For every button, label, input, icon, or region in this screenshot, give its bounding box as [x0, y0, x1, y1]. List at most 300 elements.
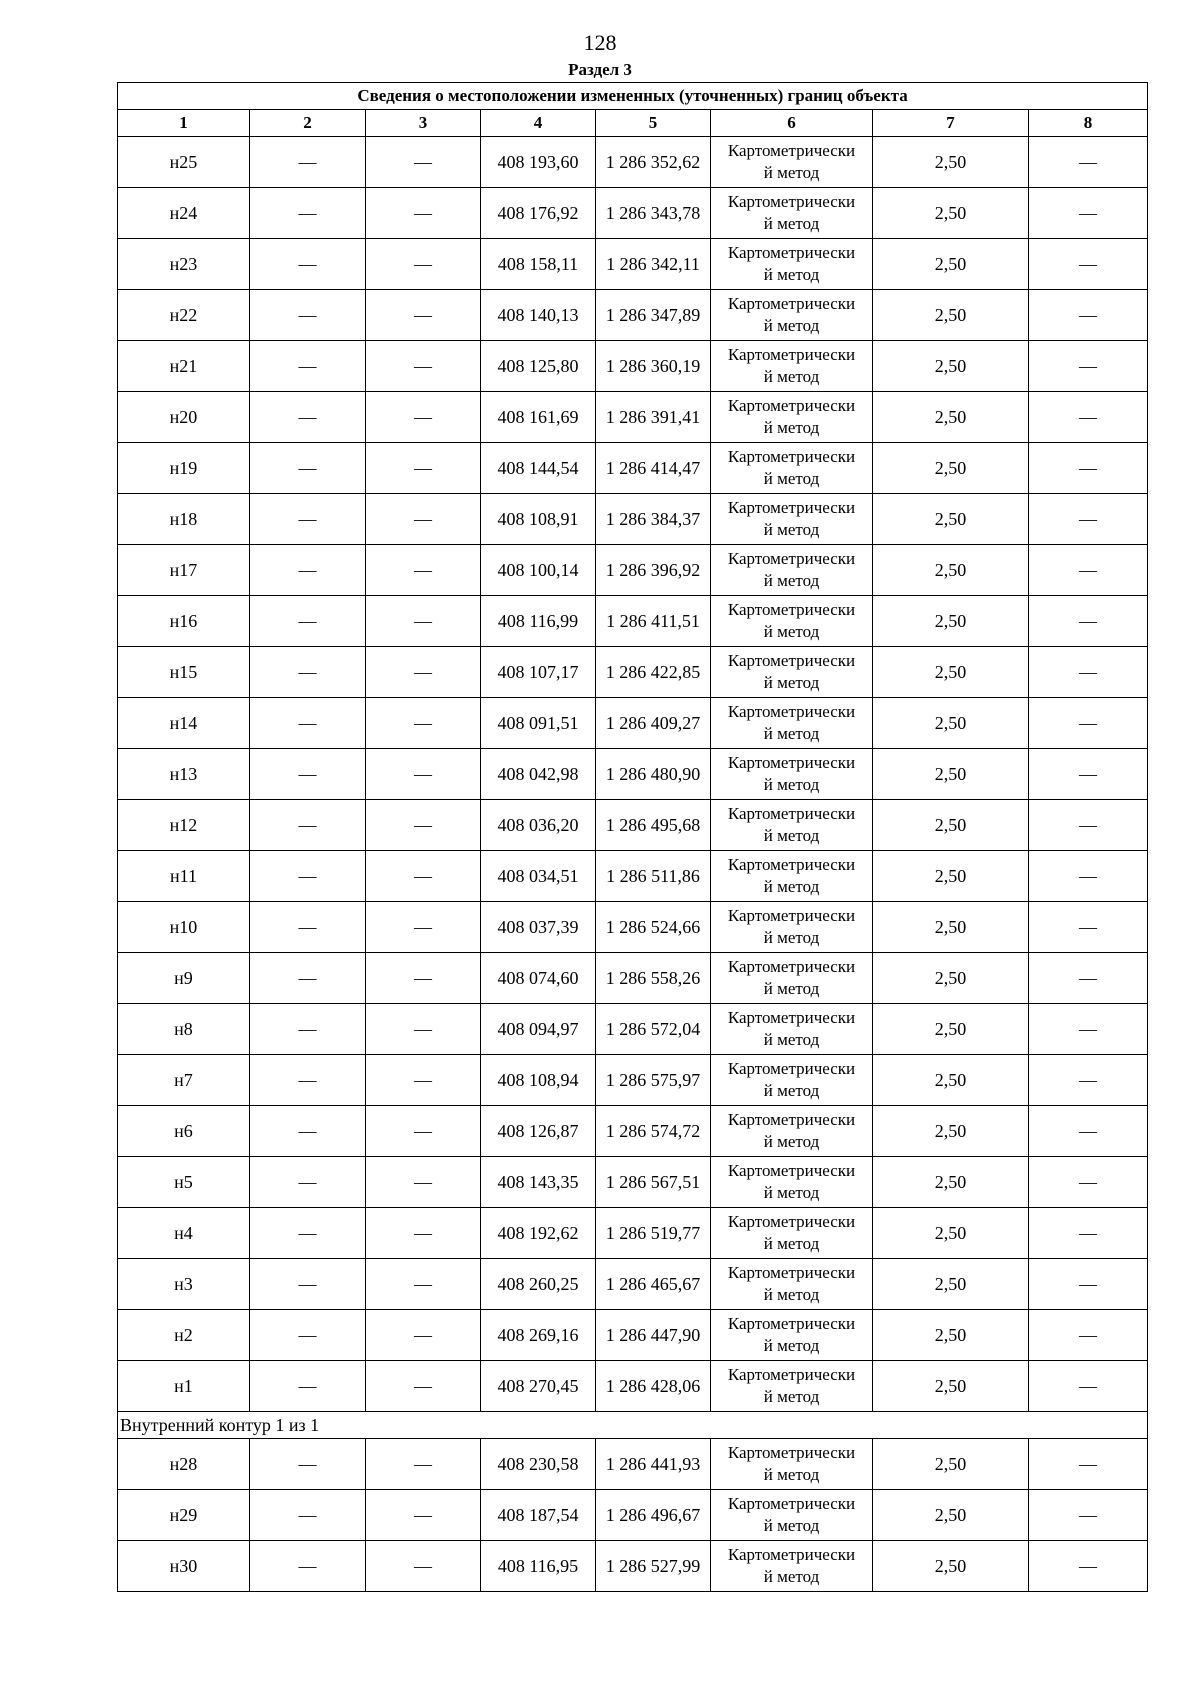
point-number-cell: н23: [118, 239, 250, 290]
coordinate-x-cell: 408 116,95: [481, 1541, 596, 1592]
table-row: [118, 1310, 1148, 1361]
accuracy-cell: 2,50: [873, 1106, 1029, 1157]
method-cell: [711, 647, 873, 698]
dash-cell: —: [1029, 1106, 1148, 1157]
column-number: 3: [366, 110, 481, 137]
dash-cell: —: [250, 1439, 366, 1490]
coordinate-x-cell: 408 230,58: [481, 1439, 596, 1490]
method-text-line2: й метод: [763, 367, 820, 386]
method-text-line2: й метод: [763, 316, 820, 335]
table-row: [118, 1055, 1148, 1106]
dash-cell: —: [366, 1004, 481, 1055]
method-text-line1: Картометрически: [727, 804, 856, 823]
dash-cell: —: [366, 953, 481, 1004]
dash-cell: —: [366, 1055, 481, 1106]
dash-cell: —: [1029, 239, 1148, 290]
accuracy-cell: 2,50: [873, 800, 1029, 851]
dash-cell: —: [366, 1490, 481, 1541]
accuracy-cell: 2,50: [873, 137, 1029, 188]
point-number-cell: н14: [118, 698, 250, 749]
dash-cell: —: [366, 1157, 481, 1208]
dash-cell: —: [250, 749, 366, 800]
dash-cell: —: [366, 1541, 481, 1592]
inner-contour-rows: [118, 1439, 1148, 1592]
coordinate-y-cell: 1 286 480,90: [596, 749, 711, 800]
method-text-line2: й метод: [763, 622, 820, 641]
dash-cell: —: [250, 1055, 366, 1106]
dash-cell: —: [1029, 749, 1148, 800]
column-number: 6: [711, 110, 873, 137]
coordinate-y-cell: 1 286 396,92: [596, 545, 711, 596]
coordinate-x-cell: 408 036,20: [481, 800, 596, 851]
method-text-line2: й метод: [763, 1516, 820, 1535]
accuracy-cell: 2,50: [873, 188, 1029, 239]
accuracy-cell: 2,50: [873, 545, 1029, 596]
dash-cell: —: [366, 1439, 481, 1490]
table-row: [118, 647, 1148, 698]
method-cell: [711, 392, 873, 443]
table-row: [118, 290, 1148, 341]
coordinate-y-cell: 1 286 411,51: [596, 596, 711, 647]
table-row: [118, 392, 1148, 443]
coordinate-x-cell: 408 193,60: [481, 137, 596, 188]
dash-cell: —: [250, 341, 366, 392]
table-row: [118, 749, 1148, 800]
method-text-line1: Картометрически: [727, 447, 856, 466]
coordinate-y-cell: 1 286 414,47: [596, 443, 711, 494]
accuracy-cell: 2,50: [873, 1259, 1029, 1310]
dash-cell: —: [366, 647, 481, 698]
dash-cell: —: [250, 1490, 366, 1541]
coordinate-x-cell: 408 144,54: [481, 443, 596, 494]
dash-cell: —: [1029, 1439, 1148, 1490]
method-cell: [711, 1490, 873, 1541]
table-row: [118, 1490, 1148, 1541]
dash-cell: —: [366, 392, 481, 443]
dash-cell: —: [1029, 1055, 1148, 1106]
method-text-line1: Картометрически: [727, 1443, 856, 1462]
table-row: [118, 1541, 1148, 1592]
dash-cell: —: [1029, 137, 1148, 188]
coordinate-x-cell: 408 140,13: [481, 290, 596, 341]
accuracy-cell: 2,50: [873, 1208, 1029, 1259]
point-number-cell: н5: [118, 1157, 250, 1208]
coordinate-x-cell: 408 108,94: [481, 1055, 596, 1106]
dash-cell: —: [366, 239, 481, 290]
method-cell: [711, 1259, 873, 1310]
method-text-line1: Картометрически: [727, 549, 856, 568]
method-text-line2: й метод: [763, 571, 820, 590]
dash-cell: —: [1029, 290, 1148, 341]
table-row: [118, 851, 1148, 902]
dash-cell: —: [250, 902, 366, 953]
coordinate-x-cell: 408 100,14: [481, 545, 596, 596]
coordinate-y-cell: 1 286 391,41: [596, 392, 711, 443]
accuracy-cell: 2,50: [873, 239, 1029, 290]
coordinate-x-cell: 408 270,45: [481, 1361, 596, 1412]
method-text-line2: й метод: [763, 1285, 820, 1304]
accuracy-cell: 2,50: [873, 851, 1029, 902]
method-text-line1: Картометрически: [727, 1161, 856, 1180]
dash-cell: —: [1029, 1361, 1148, 1412]
method-text-line2: й метод: [763, 418, 820, 437]
dash-cell: —: [366, 1259, 481, 1310]
method-text-line1: Картометрически: [727, 1059, 856, 1078]
coordinate-y-cell: 1 286 574,72: [596, 1106, 711, 1157]
column-number: 8: [1029, 110, 1148, 137]
boundary-coordinates-table: [117, 82, 1148, 1592]
coordinate-x-cell: 408 192,62: [481, 1208, 596, 1259]
column-number: 7: [873, 110, 1029, 137]
method-cell: [711, 188, 873, 239]
point-number-cell: н7: [118, 1055, 250, 1106]
coordinate-y-cell: 1 286 447,90: [596, 1310, 711, 1361]
method-text-line1: Картометрически: [727, 1110, 856, 1129]
coordinate-x-cell: 408 074,60: [481, 953, 596, 1004]
coordinate-x-cell: 408 107,17: [481, 647, 596, 698]
dash-cell: —: [366, 443, 481, 494]
method-text-line2: й метод: [763, 214, 820, 233]
method-text-line1: Картометрически: [727, 141, 856, 160]
coordinate-x-cell: 408 260,25: [481, 1259, 596, 1310]
table-row: [118, 596, 1148, 647]
method-text-line1: Картометрически: [727, 1263, 856, 1282]
coordinate-x-cell: 408 176,92: [481, 188, 596, 239]
coordinate-x-cell: 408 158,11: [481, 239, 596, 290]
method-text-line1: Картометрически: [727, 345, 856, 364]
method-text-line2: й метод: [763, 724, 820, 743]
accuracy-cell: 2,50: [873, 1055, 1029, 1106]
coordinate-y-cell: 1 286 343,78: [596, 188, 711, 239]
table-caption: Сведения о местоположении измененных (уточненных) границ объекта: [118, 83, 1148, 110]
point-number-cell: н30: [118, 1541, 250, 1592]
point-number-cell: н25: [118, 137, 250, 188]
dash-cell: —: [366, 902, 481, 953]
accuracy-cell: 2,50: [873, 1157, 1029, 1208]
method-text-line2: й метод: [763, 469, 820, 488]
method-cell: [711, 902, 873, 953]
coordinate-y-cell: 1 286 495,68: [596, 800, 711, 851]
dash-cell: —: [1029, 1541, 1148, 1592]
coordinate-y-cell: 1 286 575,97: [596, 1055, 711, 1106]
method-text-line1: Картометрически: [727, 702, 856, 721]
dash-cell: —: [1029, 1310, 1148, 1361]
dash-cell: —: [366, 1106, 481, 1157]
column-number: 2: [250, 110, 366, 137]
method-text-line1: Картометрически: [727, 957, 856, 976]
dash-cell: —: [1029, 902, 1148, 953]
point-number-cell: н8: [118, 1004, 250, 1055]
coordinate-x-cell: 408 143,35: [481, 1157, 596, 1208]
coordinate-y-cell: 1 286 428,06: [596, 1361, 711, 1412]
dash-cell: —: [1029, 341, 1148, 392]
coordinate-y-cell: 1 286 342,11: [596, 239, 711, 290]
accuracy-cell: 2,50: [873, 902, 1029, 953]
dash-cell: —: [250, 545, 366, 596]
dash-cell: —: [1029, 392, 1148, 443]
method-cell: [711, 443, 873, 494]
dash-cell: —: [250, 851, 366, 902]
point-number-cell: н9: [118, 953, 250, 1004]
coordinate-x-cell: 408 161,69: [481, 392, 596, 443]
point-number-cell: н20: [118, 392, 250, 443]
method-cell: [711, 953, 873, 1004]
coordinate-y-cell: 1 286 360,19: [596, 341, 711, 392]
method-cell: [711, 1157, 873, 1208]
method-text-line2: й метод: [763, 826, 820, 845]
dash-cell: —: [366, 545, 481, 596]
coordinate-x-cell: 408 126,87: [481, 1106, 596, 1157]
method-cell: [711, 1439, 873, 1490]
coordinate-y-cell: 1 286 352,62: [596, 137, 711, 188]
method-text-line1: Картометрически: [727, 651, 856, 670]
accuracy-cell: 2,50: [873, 1439, 1029, 1490]
method-text-line2: й метод: [763, 265, 820, 284]
method-text-line2: й метод: [763, 775, 820, 794]
dash-cell: —: [250, 188, 366, 239]
table-row: [118, 545, 1148, 596]
method-cell: [711, 749, 873, 800]
coordinate-y-cell: 1 286 511,86: [596, 851, 711, 902]
coordinate-y-cell: 1 286 524,66: [596, 902, 711, 953]
method-text-line1: Картометрически: [727, 498, 856, 517]
method-cell: [711, 596, 873, 647]
dash-cell: —: [250, 1157, 366, 1208]
table-row: [118, 1157, 1148, 1208]
dash-cell: —: [366, 851, 481, 902]
dash-cell: —: [1029, 1208, 1148, 1259]
accuracy-cell: 2,50: [873, 1490, 1029, 1541]
dash-cell: —: [250, 1004, 366, 1055]
table-row: [118, 188, 1148, 239]
coordinate-y-cell: 1 286 567,51: [596, 1157, 711, 1208]
method-cell: [711, 545, 873, 596]
coordinate-x-cell: 408 108,91: [481, 494, 596, 545]
method-text-line1: Картометрически: [727, 1494, 856, 1513]
point-number-cell: н10: [118, 902, 250, 953]
coordinate-x-cell: 408 125,80: [481, 341, 596, 392]
table-row: [118, 1106, 1148, 1157]
accuracy-cell: 2,50: [873, 953, 1029, 1004]
column-number: 5: [596, 110, 711, 137]
accuracy-cell: 2,50: [873, 392, 1029, 443]
method-cell: [711, 1055, 873, 1106]
coordinate-x-cell: 408 042,98: [481, 749, 596, 800]
coordinate-x-cell: 408 091,51: [481, 698, 596, 749]
dash-cell: —: [1029, 545, 1148, 596]
coordinate-y-cell: 1 286 384,37: [596, 494, 711, 545]
dash-cell: —: [250, 239, 366, 290]
dash-cell: —: [250, 137, 366, 188]
table-row: [118, 902, 1148, 953]
dash-cell: —: [366, 800, 481, 851]
table-row: [118, 1208, 1148, 1259]
method-cell: [711, 851, 873, 902]
table-row: [118, 443, 1148, 494]
dash-cell: —: [366, 341, 481, 392]
coordinate-y-cell: 1 286 422,85: [596, 647, 711, 698]
method-cell: [711, 1310, 873, 1361]
point-number-cell: н18: [118, 494, 250, 545]
column-number: 4: [481, 110, 596, 137]
method-text-line1: Картометрически: [727, 1365, 856, 1384]
dash-cell: —: [1029, 953, 1148, 1004]
dash-cell: —: [366, 290, 481, 341]
dash-cell: —: [250, 1259, 366, 1310]
coordinate-y-cell: 1 286 465,67: [596, 1259, 711, 1310]
coordinate-y-cell: 1 286 527,99: [596, 1541, 711, 1592]
point-number-cell: н19: [118, 443, 250, 494]
method-text-line1: Картометрически: [727, 396, 856, 415]
dash-cell: —: [250, 392, 366, 443]
method-cell: [711, 494, 873, 545]
coordinate-x-cell: 408 034,51: [481, 851, 596, 902]
dash-cell: —: [1029, 647, 1148, 698]
dash-cell: —: [1029, 596, 1148, 647]
dash-cell: —: [366, 596, 481, 647]
dash-cell: —: [366, 188, 481, 239]
accuracy-cell: 2,50: [873, 1004, 1029, 1055]
dash-cell: —: [250, 290, 366, 341]
dash-cell: —: [1029, 443, 1148, 494]
dash-cell: —: [366, 494, 481, 545]
dash-cell: —: [250, 596, 366, 647]
dash-cell: —: [1029, 188, 1148, 239]
point-number-cell: н24: [118, 188, 250, 239]
method-text-line1: Картометрически: [727, 1008, 856, 1027]
dash-cell: —: [1029, 1490, 1148, 1541]
method-cell: [711, 341, 873, 392]
method-text-line1: Картометрически: [727, 243, 856, 262]
accuracy-cell: 2,50: [873, 443, 1029, 494]
column-number: 1: [118, 110, 250, 137]
dash-cell: —: [1029, 1259, 1148, 1310]
method-cell: [711, 239, 873, 290]
coordinate-y-cell: 1 286 496,67: [596, 1490, 711, 1541]
coordinate-y-cell: 1 286 347,89: [596, 290, 711, 341]
point-number-cell: н4: [118, 1208, 250, 1259]
method-text-line1: Картометрически: [727, 1545, 856, 1564]
dash-cell: —: [250, 1541, 366, 1592]
method-text-line2: й метод: [763, 1567, 820, 1586]
method-text-line2: й метод: [763, 163, 820, 182]
method-cell: [711, 1106, 873, 1157]
page-number: 128: [583, 30, 617, 55]
method-text-line2: й метод: [763, 877, 820, 896]
method-text-line1: Картометрически: [727, 192, 856, 211]
coordinate-y-cell: 1 286 519,77: [596, 1208, 711, 1259]
accuracy-cell: 2,50: [873, 596, 1029, 647]
accuracy-cell: 2,50: [873, 494, 1029, 545]
coordinate-x-cell: 408 269,16: [481, 1310, 596, 1361]
method-cell: [711, 698, 873, 749]
point-number-cell: н2: [118, 1310, 250, 1361]
point-number-cell: н15: [118, 647, 250, 698]
method-text-line1: Картометрически: [727, 1314, 856, 1333]
accuracy-cell: 2,50: [873, 647, 1029, 698]
point-number-cell: н11: [118, 851, 250, 902]
coordinate-y-cell: 1 286 441,93: [596, 1439, 711, 1490]
table-row: [118, 1439, 1148, 1490]
accuracy-cell: 2,50: [873, 290, 1029, 341]
method-text-line2: й метод: [763, 1132, 820, 1151]
coordinate-y-cell: 1 286 572,04: [596, 1004, 711, 1055]
column-number-row: [118, 110, 1148, 137]
table-row: [118, 341, 1148, 392]
coordinate-x-cell: 408 094,97: [481, 1004, 596, 1055]
table-row: [118, 1259, 1148, 1310]
table-row: [118, 1004, 1148, 1055]
point-number-cell: н3: [118, 1259, 250, 1310]
dash-cell: —: [366, 1208, 481, 1259]
inner-contour-section: [118, 1412, 1148, 1439]
method-cell: [711, 1004, 873, 1055]
accuracy-cell: 2,50: [873, 698, 1029, 749]
coordinate-x-cell: 408 187,54: [481, 1490, 596, 1541]
point-number-cell: н13: [118, 749, 250, 800]
table-row: [118, 800, 1148, 851]
coordinate-x-cell: 408 037,39: [481, 902, 596, 953]
method-text-line2: й метод: [763, 1183, 820, 1202]
method-cell: [711, 1361, 873, 1412]
point-number-cell: н17: [118, 545, 250, 596]
method-text-line2: й метод: [763, 1465, 820, 1484]
dash-cell: —: [250, 800, 366, 851]
dash-cell: —: [366, 137, 481, 188]
method-text-line2: й метод: [763, 1387, 820, 1406]
method-text-line2: й метод: [763, 928, 820, 947]
accuracy-cell: 2,50: [873, 749, 1029, 800]
section-title: Раздел 3: [568, 60, 632, 79]
point-number-cell: н29: [118, 1490, 250, 1541]
point-number-cell: н1: [118, 1361, 250, 1412]
coordinate-x-cell: 408 116,99: [481, 596, 596, 647]
point-number-cell: н6: [118, 1106, 250, 1157]
method-text-line2: й метод: [763, 1030, 820, 1049]
method-cell: [711, 800, 873, 851]
dash-cell: —: [250, 953, 366, 1004]
dash-cell: —: [1029, 698, 1148, 749]
method-text-line2: й метод: [763, 1234, 820, 1253]
table-row: [118, 137, 1148, 188]
dash-cell: —: [250, 494, 366, 545]
method-text-line1: Картометрически: [727, 600, 856, 619]
table-row: [118, 1361, 1148, 1412]
table-row: [118, 239, 1148, 290]
method-text-line2: й метод: [763, 1081, 820, 1100]
method-cell: [711, 290, 873, 341]
point-number-cell: н21: [118, 341, 250, 392]
dash-cell: —: [366, 698, 481, 749]
dash-cell: —: [366, 1310, 481, 1361]
point-number-cell: н22: [118, 290, 250, 341]
table-row: [118, 698, 1148, 749]
outer-contour-rows: [118, 137, 1148, 1412]
method-cell: [711, 137, 873, 188]
dash-cell: —: [1029, 494, 1148, 545]
coordinate-y-cell: 1 286 409,27: [596, 698, 711, 749]
dash-cell: —: [250, 443, 366, 494]
dash-cell: —: [1029, 851, 1148, 902]
method-text-line1: Картометрически: [727, 1212, 856, 1231]
point-number-cell: н16: [118, 596, 250, 647]
accuracy-cell: 2,50: [873, 1310, 1029, 1361]
method-cell: [711, 1208, 873, 1259]
point-number-cell: н28: [118, 1439, 250, 1490]
method-text-line1: Картометрически: [727, 294, 856, 313]
dash-cell: —: [250, 647, 366, 698]
method-text-line2: й метод: [763, 673, 820, 692]
